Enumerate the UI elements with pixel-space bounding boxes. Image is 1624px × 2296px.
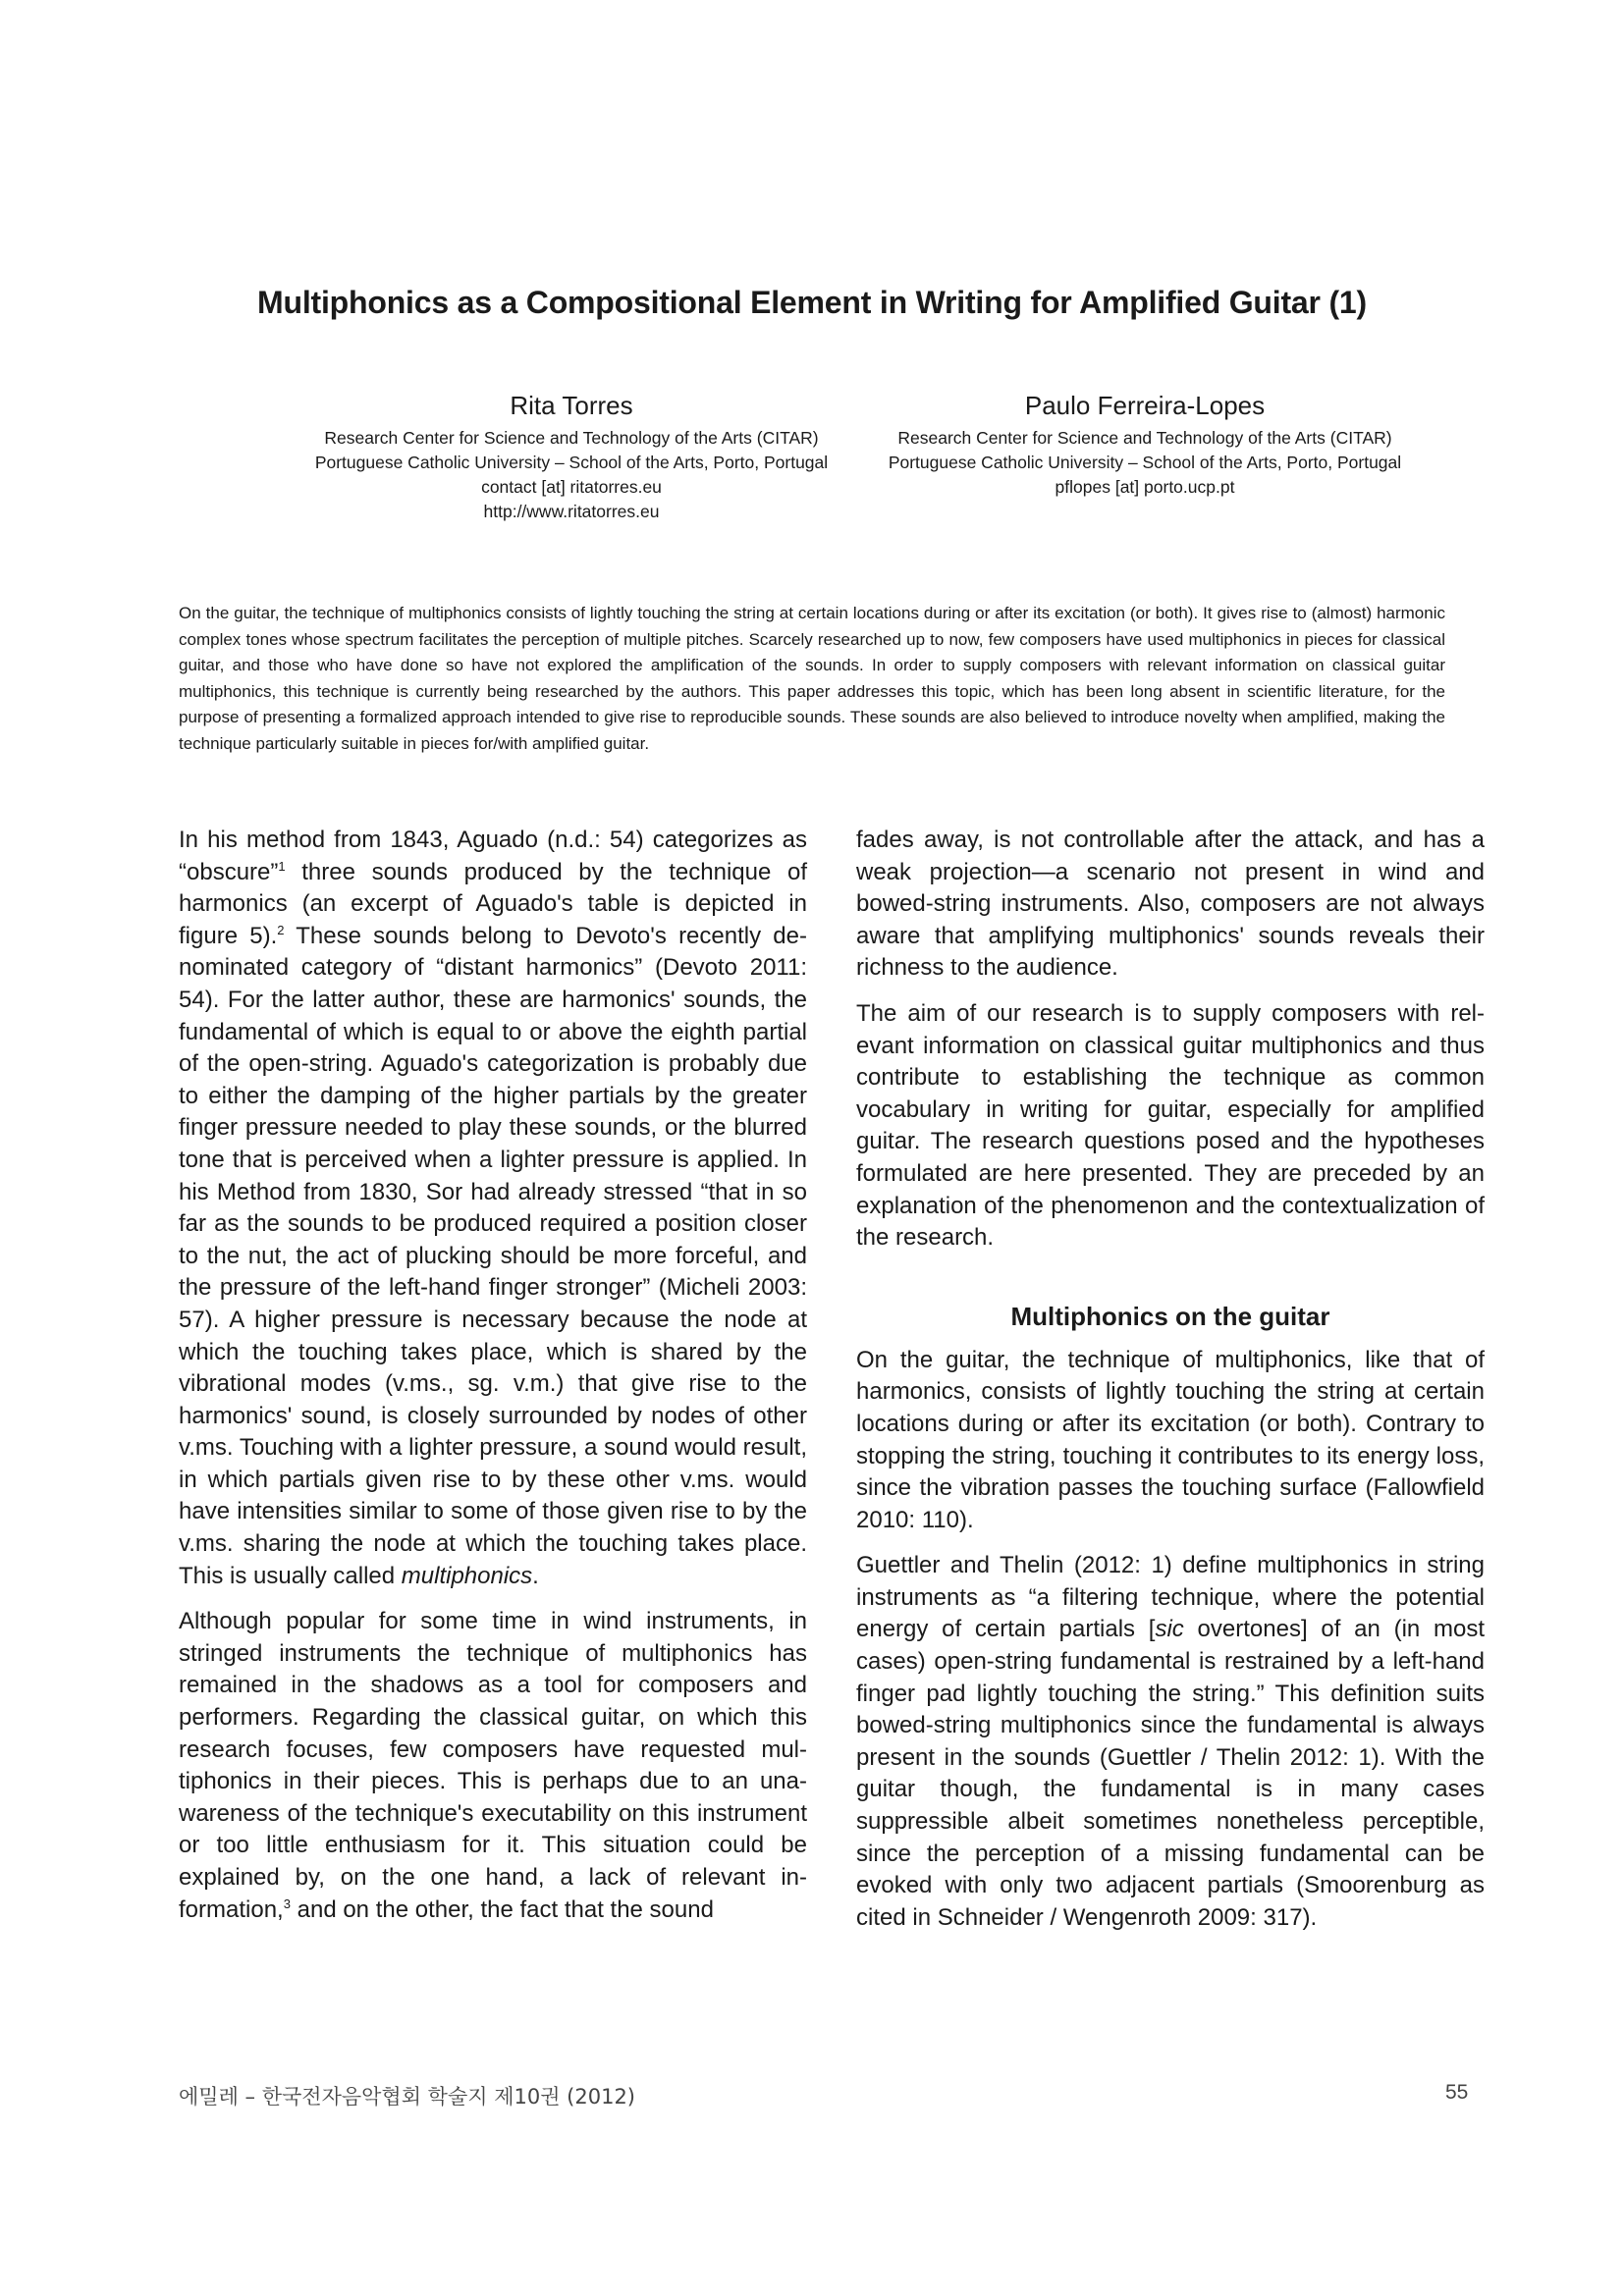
- author-block-1: [257, 389, 886, 524]
- body-column-left: [179, 825, 807, 1940]
- author-website: http://www.ritatorres.eu: [483, 502, 660, 521]
- body-paragraph: Guettler and Thelin (2012: 1) define multiphonics in string instruments as “a filtering technique, where the potential energy of certain partials [sic overtones] of an (in most cases) open-string fundamental is restrained by a left-hand finger pad lightly touching the string.” This definition suits bowed-string multiphonics since the fundamental is always present in the sounds (Guettler / Thelin 2012: 1). With the guitar though, the fundamental is in many cases suppressible albeit sometimes nonetheless perceptible, since the perception of a missing fundamental can be evoked with only two adjacent partials (Smoorenburg as cited in Schneider / Wengenroth 2009: 317).: [856, 1552, 1486, 1931]
- author-email: contact [at] ritatorres.eu: [481, 477, 662, 497]
- body-paragraph: On the guitar, the technique of multiphonics, like that of harmonics, consists of lightly touching the string at certain locations during or after its excitation (or both). Contrary to stopping the string, touching it contributes to its energy loss, since the vibration passes the touching surface (Fallowfield 2010: 110).: [856, 1346, 1485, 1533]
- abstract: On the guitar, the technique of multiphonics consists of lightly touching the string at certain locations during or after its excitation (or both). It gives rise to (almost) harmonic complex tones whose spectrum facilitates the perception of multiple pitches. Scarcely researched up to now, few composers have used multiphonics in pieces for classical guitar, and those who have done so have not explored the amplification of the sounds. In order to supply composers with relevant information on classical guitar multiphonics, this technique is currently being researched by the authors. This paper addresses this topic, which has been long absent in scientific literature, for the purpose of presenting a formalized approach intended to give rise to reproducible sounds. These sounds are also believed to introduce novelty when amplified, making the technique particularly suitable in pieces for/with amplified guitar.: [179, 604, 1445, 753]
- section-heading: Multiphonics on the guitar: [1010, 1301, 1330, 1331]
- author-email: pflopes [at] porto.ucp.pt: [1055, 477, 1235, 497]
- journal-footer: 에밀레 – 한국전자음악협회 학술지 제10권 (2012): [179, 2085, 636, 2109]
- author-block-2: [831, 389, 1459, 500]
- author-affiliation: Research Center for Science and Technology of the Arts (CITAR): [324, 428, 819, 448]
- page-number: 55: [1445, 2081, 1469, 2104]
- body-paragraph: The aim of our research is to supply composers with relevant information on classical guitar multiphonics and thus contribute to establishing the technique as common vocabulary in writing for guitar, especially for amplified guitar. The research questions posed and the hypotheses formulated are here presented. They are preceded by an explanation of the phenomenon and the contextualization of the research.: [856, 999, 1485, 1252]
- author-affiliation: Portuguese Catholic University – School of the Arts, Porto, Portugal: [888, 453, 1402, 472]
- paper-title: Multiphonics as a Compositional Element in Writing for Amplified Guitar (1): [257, 285, 1367, 320]
- footnote-marker: 1: [278, 858, 286, 874]
- body-paragraph: fades away, is not controllable after the attack, and has a weak projection—a scenario not present in wind and bowed-string instruments. Also, composers are not always aware that amplifying multiphonics' sounds reveals their richness to the audience.: [856, 827, 1485, 982]
- body-paragraph: Although popular for some time in wind instruments, in stringed instruments the technique of multiphonics has remained in the shadows as a tool for composers and performers. Regarding the classical guitar, on which this research focuses, few composers have requested multiphonics in their pieces. This is perhaps due to an unawareness of the technique's executability on this instrument or too little enthusiasm for it. This situation could be explained by, on the one hand, a lack of relevant information,$^3$ and on the other, the fact that the sound: [179, 1608, 807, 1923]
- body-column-right: [856, 825, 1485, 1948]
- footnote-marker: 3: [283, 1896, 291, 1911]
- author-affiliation: Portuguese Catholic University – School of the Arts, Porto, Portugal: [314, 453, 829, 472]
- author-affiliation: Research Center for Science and Technology of the Arts (CITAR): [897, 428, 1392, 448]
- footnote-marker: 2: [277, 922, 285, 937]
- author-name: Paulo Ferreira-Lopes: [1024, 391, 1266, 420]
- body-paragraph: In his method from 1843, Aguado (n.d.: 54) categorizes as “obscure”$^1$ three sounds produced by the technique of harmonics (an excerpt of Aguado's table is depicted in figure 5).$^2$ These sounds belong to Devoto's recently denominated category of “distant harmonics” (Devoto 2011: 54). For the latter author, these are harmonics' sounds, the fundamental of which is equal to or above the eighth partial of the open-string. Aguado's categorization is probably due to either the damping of the higher partials by the greater finger pressure needed to play these sounds, or the blurred tone that is perceived when a lighter pressure is applied. In his Method from 1830, Sor had already stressed “that in so far as the sounds to be produced required a position closer to the nut, the act of plucking should be more forceful, and the pressure of the left-hand finger stronger” (Micheli 2003: 57). A higher pressure is necessary because the node at which the touching takes place, which is shared by the vibrational modes (v.ms., sg. v.m.) that give rise to the harmonics' sound, is closely surrounded by nodes of other v.ms. Touching with a lighter pressure, a sound would result, in which partials given rise to by these other v.ms. would have intensities similar to some of those given rise to by the v.ms. sharing the node at which the touching takes place. This is usually called multiphonics.: [179, 827, 807, 1589]
- author-name: Rita Torres: [510, 391, 633, 420]
